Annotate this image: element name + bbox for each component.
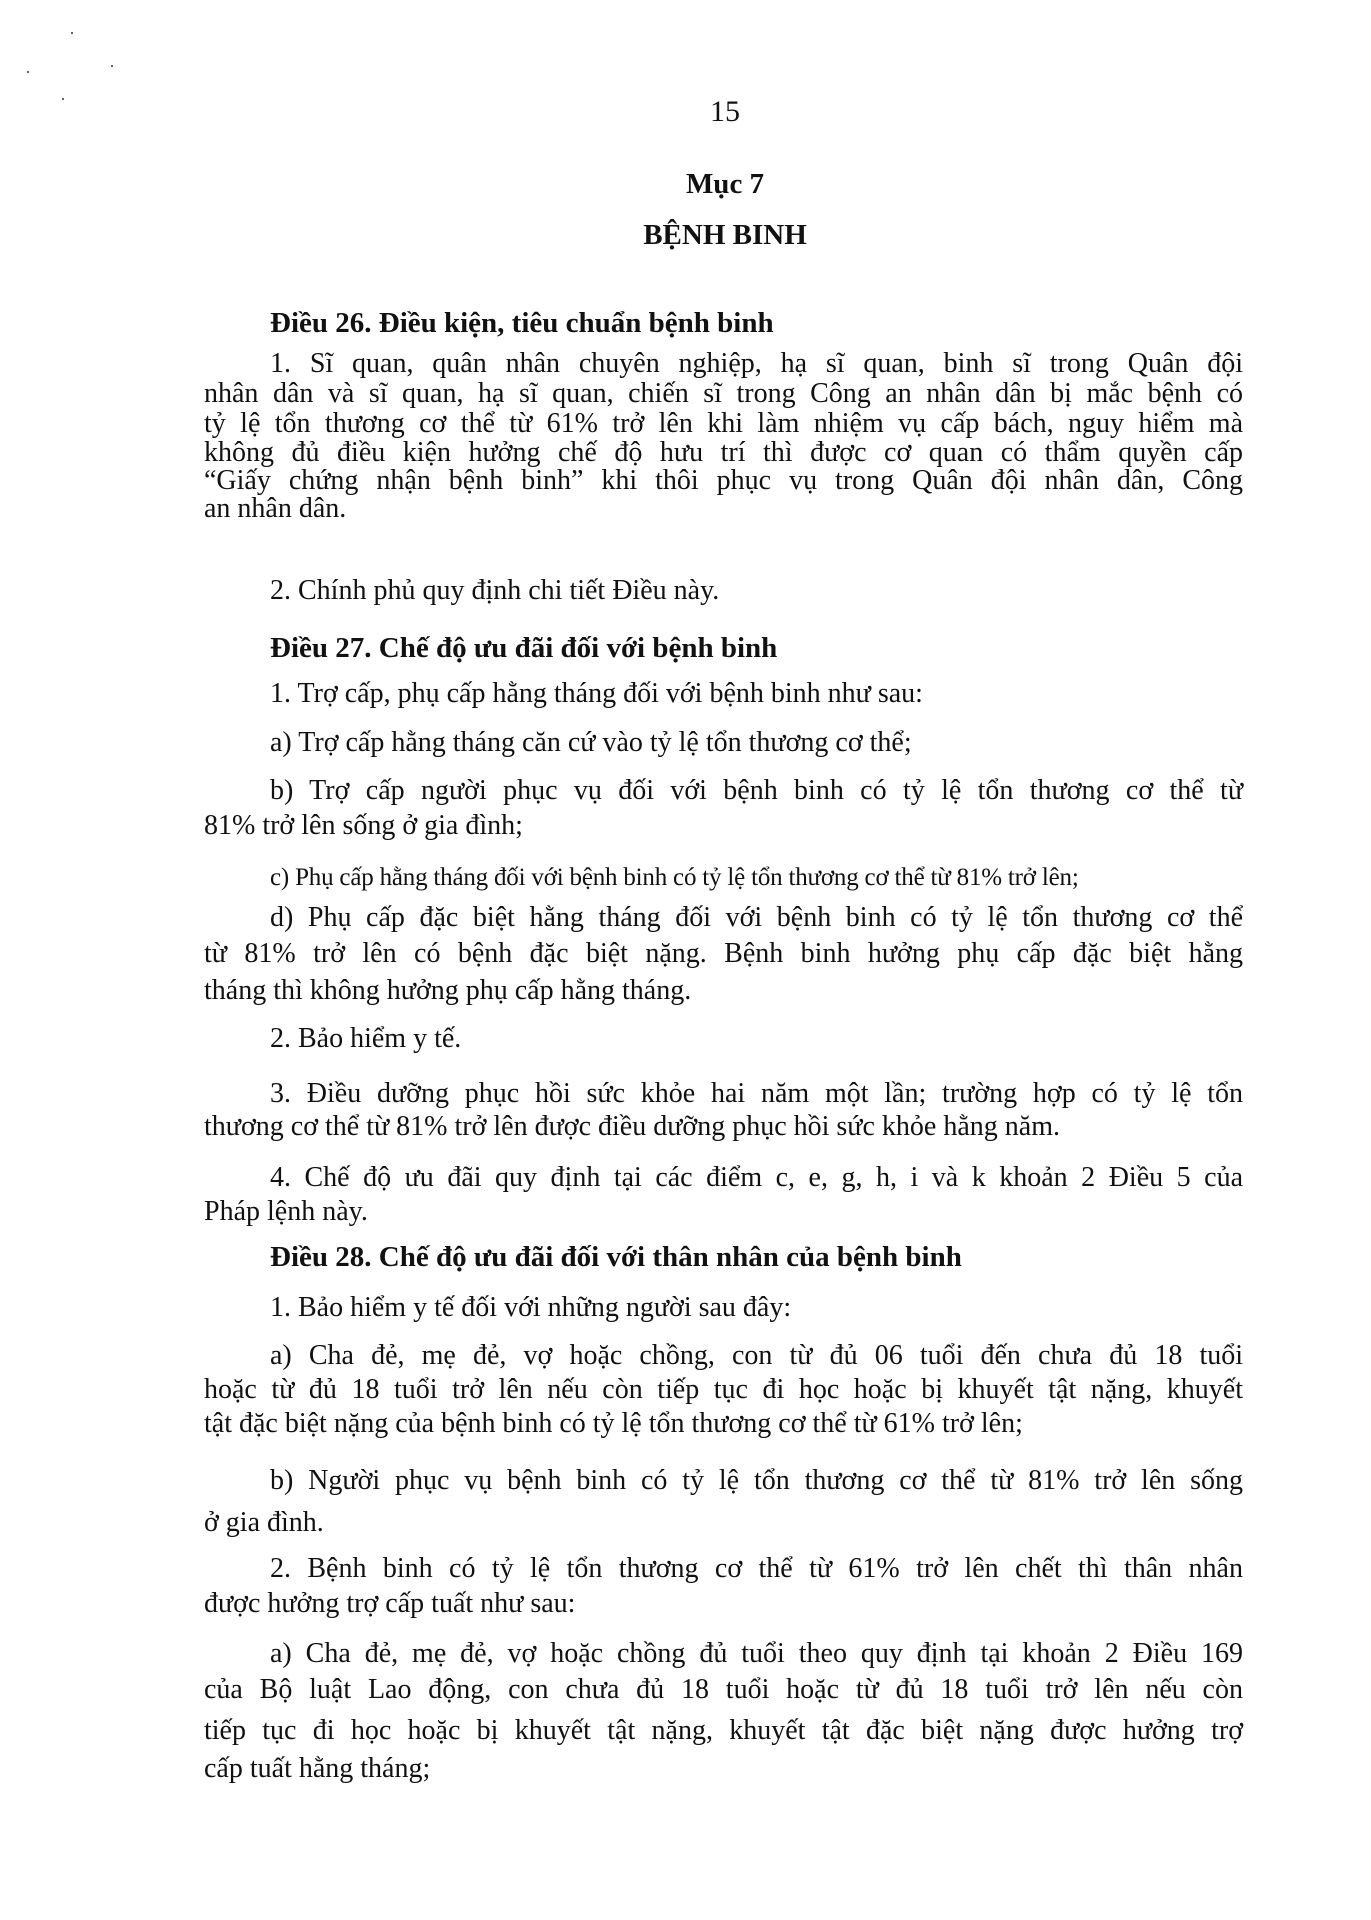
section-label: Mục 7 <box>685 168 765 200</box>
paragraph-line: tỷ lệ tổn thương cơ thể từ 61% trở lên khi làm nhiệm vụ cấp bách, nguy hiểm mà <box>204 408 1243 439</box>
scan-speck <box>27 71 29 73</box>
paragraph-line: d) Phụ cấp đặc biệt hằng tháng đối với bệnh binh có tỷ lệ tổn thương cơ thể <box>270 902 1243 933</box>
paragraph-line: của Bộ luật Lao động, con chưa đủ 18 tuổi hoặc từ đủ 18 tuổi trở lên nếu còn <box>204 1674 1243 1705</box>
paragraph-line: b) Trợ cấp người phục vụ đối với bệnh binh có tỷ lệ tổn thương cơ thể từ <box>270 775 1243 806</box>
paragraph-line: cấp tuất hằng tháng; <box>204 1753 431 1784</box>
paragraph-line: a) Cha đẻ, mẹ đẻ, vợ hoặc chồng đủ tuổi theo quy định tại khoản 2 Điều 169 <box>270 1638 1243 1669</box>
paragraph-line: 2. Chính phủ quy định chi tiết Điều này. <box>270 575 720 606</box>
paragraph-line: 1. Bảo hiểm y tế đối với những người sau đây: <box>270 1292 792 1323</box>
section-title: BỆNH BINH <box>643 219 807 251</box>
paragraph-line: an nhân dân. <box>204 493 347 524</box>
scan-speck <box>111 65 113 67</box>
page-number: 15 <box>710 95 740 128</box>
paragraph-line: 1. Sĩ quan, quân nhân chuyên nghiệp, hạ sĩ quan, binh sĩ trong Quân đội <box>270 348 1243 379</box>
paragraph-line: ở gia đình. <box>204 1507 324 1538</box>
paragraph-line: nhân dân và sĩ quan, hạ sĩ quan, chiến sĩ trong Công an nhân dân bị mắc bệnh có <box>204 378 1243 409</box>
article-heading: Điều 26. Điều kiện, tiêu chuẩn bệnh binh <box>270 307 774 339</box>
paragraph-line: tiếp tục đi học hoặc bị khuyết tật nặng, khuyết tật đặc biệt nặng được hưởng trợ <box>204 1715 1243 1746</box>
paragraph-line: 2. Bảo hiểm y tế. <box>270 1023 462 1054</box>
paragraph-line: 3. Điều dưỡng phục hồi sức khỏe hai năm một lần; trường hợp có tỷ lệ tổn <box>270 1078 1243 1109</box>
paragraph-line: c) Phụ cấp hằng tháng đối với bệnh binh có tỷ lệ tổn thương cơ thể từ 81% trở lên; <box>270 864 1079 891</box>
paragraph-line: hoặc từ đủ 18 tuổi trở lên nếu còn tiếp tục đi học hoặc bị khuyết tật nặng, khuyết <box>204 1374 1243 1405</box>
article-heading: Điều 28. Chế độ ưu đãi đối với thân nhân của bệnh binh <box>270 1241 962 1273</box>
paragraph-line: “Giấy chứng nhận bệnh binh” khi thôi phục vụ trong Quân đội nhân dân, Công <box>204 465 1243 496</box>
paragraph-line: thương cơ thể từ 81% trở lên được điều dưỡng phục hồi sức khỏe hằng năm. <box>204 1111 1060 1142</box>
paragraph-line: 81% trở lên sống ở gia đình; <box>204 810 523 841</box>
article-heading: Điều 27. Chế độ ưu đãi đối với bệnh binh <box>270 632 778 664</box>
paragraph-line: từ 81% trở lên có bệnh đặc biệt nặng. Bệnh binh hưởng phụ cấp đặc biệt hằng <box>204 938 1243 969</box>
paragraph-line: a) Trợ cấp hằng tháng căn cứ vào tỷ lệ tổn thương cơ thể; <box>270 727 912 758</box>
paragraph-line: a) Cha đẻ, mẹ đẻ, vợ hoặc chồng, con từ đủ 06 tuổi đến chưa đủ 18 tuổi <box>270 1340 1243 1371</box>
paragraph-line: được hưởng trợ cấp tuất như sau: <box>204 1588 576 1619</box>
paragraph-line: tật đặc biệt nặng của bệnh binh có tỷ lệ tổn thương cơ thể từ 61% trở lên; <box>204 1408 1023 1439</box>
paragraph-line: 4. Chế độ ưu đãi quy định tại các điểm c, e, g, h, i và k khoản 2 Điều 5 của <box>270 1162 1243 1193</box>
paragraph-line: Pháp lệnh này. <box>204 1196 368 1227</box>
paragraph-line: tháng thì không hưởng phụ cấp hằng tháng. <box>204 975 692 1006</box>
paragraph-line: 1. Trợ cấp, phụ cấp hằng tháng đối với bệnh binh như sau: <box>270 678 923 709</box>
scan-speck <box>71 32 73 34</box>
paragraph-line: không đủ điều kiện hưởng chế độ hưu trí thì được cơ quan có thẩm quyền cấp <box>204 437 1243 468</box>
paragraph-line: b) Người phục vụ bệnh binh có tỷ lệ tổn thương cơ thể từ 81% trở lên sống <box>270 1465 1243 1496</box>
paragraph-line: 2. Bệnh binh có tỷ lệ tổn thương cơ thể từ 61% trở lên chết thì thân nhân <box>270 1553 1243 1584</box>
